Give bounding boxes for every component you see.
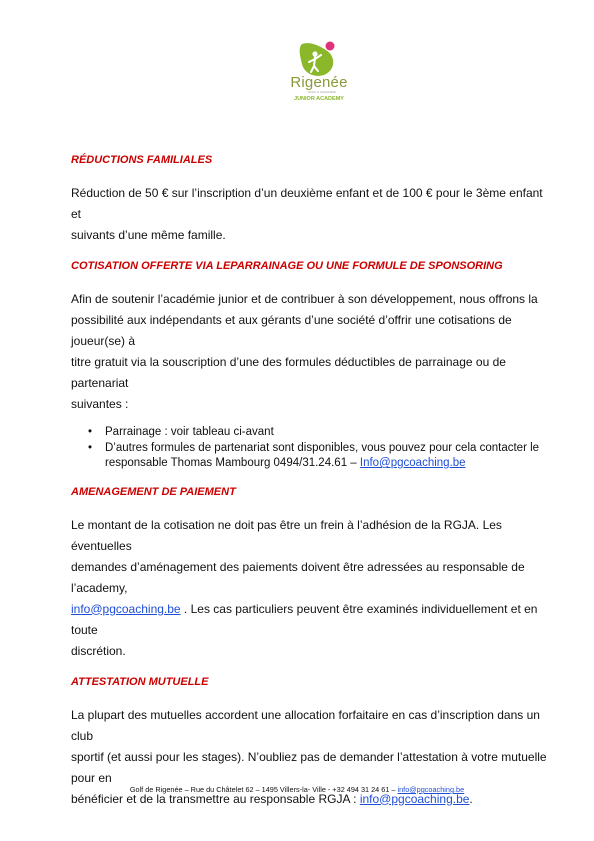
bullet-1-text: Parrainage : voir tableau ci-avant <box>105 426 274 438</box>
bullet-icon: • <box>88 441 93 454</box>
list-item <box>88 441 551 472</box>
cotisation-bullet-list <box>71 425 551 472</box>
amenagement-line-3-rest: . Les cas particuliers peuvent être examinés individuellement et en toute <box>71 601 538 637</box>
page-footer <box>0 785 594 794</box>
document-body <box>71 150 551 810</box>
attestation-email-link[interactable]: info@pgcoaching.be <box>359 791 470 806</box>
cotisation-line-2: possibilité aux indépendants et aux gérants d’une société d’offrir une cotisations de joueur(se) à <box>71 313 512 348</box>
amenagement-line-1: Le montant de la cotisation ne doit pas être un frein à l’adhésion de la RGJA. Les éventuelles <box>71 517 502 553</box>
heading-cotisation: COTISATION OFFERTE VIA LEPARRAINAGE OU UNE FORMULE DE SPONSORING <box>71 260 503 272</box>
bullet-2-line-1: D’autres formules de partenariat sont disponibles, vous pouvez pour cela contacter le <box>105 441 540 454</box>
cotisation-line-4: suivantes : <box>71 397 129 411</box>
amenagement-line-4: discrétion. <box>71 643 126 658</box>
cotisation-line-3: titre gratuit via la souscription d’une des formules déductibles de parrainage ou de partenariat <box>71 355 506 390</box>
amenagement-line-2: demandes d’aménagement des paiements doivent être adressées au responsable de l’academy, <box>71 559 525 595</box>
logo-tagline: GOLF & COACHING <box>308 90 337 94</box>
amenagement-line-3 <box>71 599 551 641</box>
attestation-line-3-end: . <box>469 791 473 806</box>
footer-email-link[interactable]: info@pgcoaching.be <box>397 785 465 794</box>
logo-academy: JUNIOR ACADEMY <box>294 96 344 102</box>
golfer-leaf-icon <box>296 40 340 78</box>
bullet-2-line-2: responsable Thomas Mambourg 0494/31.24.61 – <box>105 457 360 469</box>
footer-address: Golf de Rigenée – Rue du Châtelet 62 – 1495 Villers-la- Ville - +32 494 31 24 61 – <box>129 785 398 794</box>
attestation-line-1: La plupart des mutuelles accordent une allocation forfaitaire en cas d’inscription dans un club <box>71 707 540 743</box>
list-item <box>88 425 551 441</box>
heading-amenagement: AMENAGEMENT DE PAIEMENT <box>71 485 236 498</box>
contact-email-link[interactable]: Info@pgcoaching.be <box>359 457 466 469</box>
reductions-line-1: Réduction de 50 € sur l’inscription d’un deuxième enfant et de 100 € pour le 3ème enfant et <box>71 186 543 221</box>
heading-attestation: ATTESTATION MUTUELLE <box>71 675 209 688</box>
amenagement-email-link[interactable]: info@pgcoaching.be <box>71 601 181 616</box>
attestation-line-3-text: bénéficier et de la transmettre au responsable RGJA : <box>71 791 360 806</box>
logo-name: Rigenée <box>290 74 348 91</box>
heading-reductions: RÉDUCTIONS FAMILIALES <box>71 154 213 166</box>
attestation-line-2: sportif (et aussi pour les stages). N’oubliez pas de demander l’attestation à votre mutuelle pour en <box>71 749 547 785</box>
bullet-icon: • <box>88 426 93 438</box>
rigenee-logo <box>278 40 358 110</box>
reductions-line-2: suivants d’une même famille. <box>71 228 226 242</box>
cotisation-line-1: Afin de soutenir l’académie junior et de contribuer à son développement, nous offrons la <box>71 292 538 306</box>
